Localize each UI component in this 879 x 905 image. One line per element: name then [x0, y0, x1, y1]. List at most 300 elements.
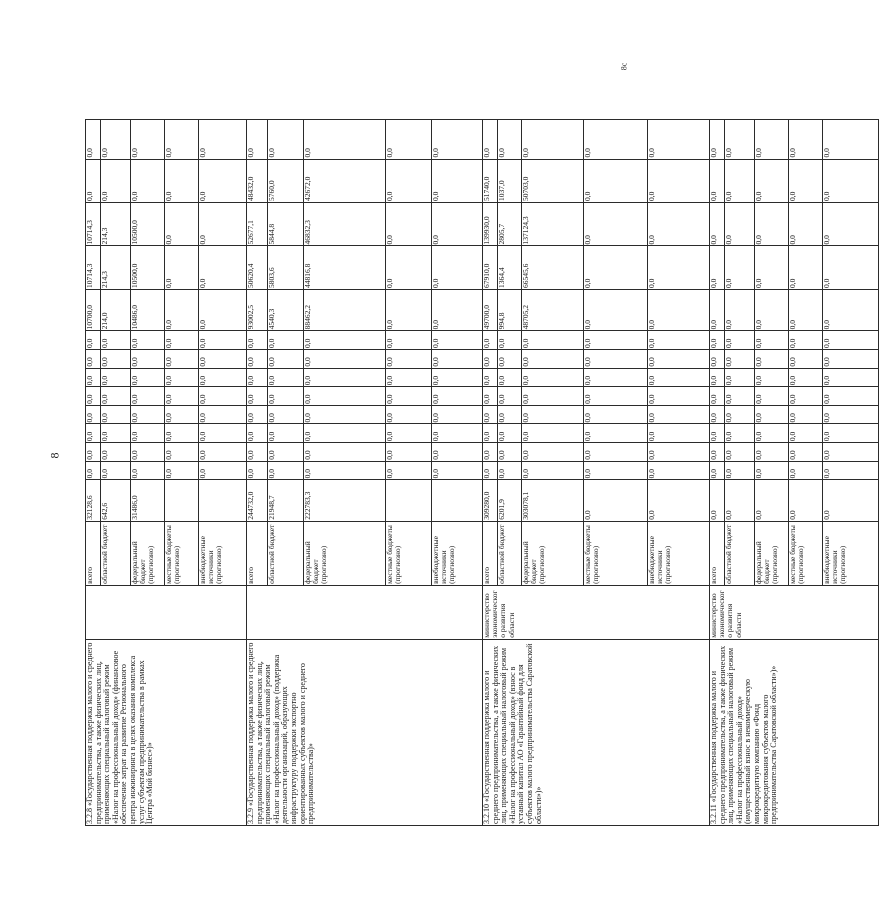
- value-cell: 0,0: [498, 331, 522, 350]
- value-cell: 0,0: [483, 424, 498, 443]
- value-cell: 0,0: [131, 424, 165, 443]
- value-cell: 0,0: [725, 246, 755, 289]
- value-cell: 0,0: [432, 424, 483, 443]
- value-cell: 0,0: [755, 387, 789, 406]
- value-cell: 0,0: [710, 405, 725, 424]
- value-cell: 51740,0: [483, 159, 498, 202]
- value-cell: [165, 480, 199, 521]
- responsible-executor: министерство экономического развития области: [710, 585, 879, 639]
- value-cell: 0,0: [165, 405, 199, 424]
- value-cell: 10486,0: [131, 289, 165, 330]
- value-cell: 0,0: [86, 368, 101, 387]
- value-cell: 0,0: [131, 405, 165, 424]
- value-cell: 0,0: [165, 349, 199, 368]
- value-cell: 0,0: [710, 349, 725, 368]
- value-cell: 0,0: [268, 349, 304, 368]
- value-cell: 0,0: [199, 120, 247, 159]
- value-cell: 0,0: [789, 159, 823, 202]
- value-cell: 52677,1: [247, 203, 268, 246]
- value-cell: 0,0: [648, 120, 710, 159]
- value-cell: 0,0: [432, 368, 483, 387]
- value-cell: 0,0: [86, 461, 101, 480]
- value-cell: 0,0: [86, 387, 101, 406]
- value-cell: 0,0: [648, 349, 710, 368]
- value-cell: 0,0: [789, 387, 823, 406]
- value-cell: 0,0: [584, 368, 648, 387]
- page-number: 8: [47, 452, 62, 459]
- value-cell: 5760,0: [268, 159, 304, 202]
- value-cell: 139930,0: [483, 203, 498, 246]
- value-cell: 0,0: [86, 120, 101, 159]
- value-cell: 0,0: [432, 387, 483, 406]
- value-cell: 0,0: [725, 443, 755, 462]
- value-cell: 0,0: [247, 120, 268, 159]
- value-cell: 0,0: [823, 368, 879, 387]
- value-cell: 0,0: [386, 120, 432, 159]
- value-cell: 0,0: [386, 349, 432, 368]
- funding-source: внебюджетные источники (прогнозно): [648, 521, 710, 585]
- value-cell: 0,0: [789, 120, 823, 159]
- value-cell: 0,0: [755, 120, 789, 159]
- value-cell: 0,0: [386, 405, 432, 424]
- value-cell: [199, 480, 247, 521]
- value-cell: 0,0: [268, 405, 304, 424]
- value-cell: 0,0: [710, 424, 725, 443]
- value-cell: 46832,3: [304, 203, 386, 246]
- value-cell: 0,0: [823, 387, 879, 406]
- value-cell: 0,0: [584, 424, 648, 443]
- value-cell: 0,0: [268, 387, 304, 406]
- funding-source: всего: [247, 521, 268, 585]
- value-cell: 0,0: [789, 443, 823, 462]
- measure-name: 3.2.9 «Государственная поддержка малого и среднего предпринимательства, а также физических лиц, применяющих специальный налоговый режим «Налог на профессиональный доход» (поддержка деятельности организаций, образующих инфраструктуру поддержки экспортно ориентированных субъектов малого и среднего предпринимательства)»: [247, 639, 483, 825]
- value-cell: 31486,0: [131, 480, 165, 521]
- value-cell: 88462,2: [304, 289, 386, 330]
- value-cell: 0,0: [710, 480, 725, 521]
- value-cell: 0,0: [483, 387, 498, 406]
- value-cell: 0,0: [755, 331, 789, 350]
- table-row: [483, 87, 498, 826]
- value-cell: 0,0: [725, 159, 755, 202]
- value-cell: 0,0: [268, 424, 304, 443]
- value-cell: 0,0: [725, 120, 755, 159]
- value-cell: 0,0: [268, 461, 304, 480]
- value-cell: 0,0: [789, 461, 823, 480]
- value-cell: 0,0: [725, 405, 755, 424]
- value-cell: 0,0: [86, 424, 101, 443]
- value-cell: 0,0: [165, 120, 199, 159]
- value-cell: 67910,0: [483, 246, 498, 289]
- value-cell: 0,0: [199, 424, 247, 443]
- value-cell: 0,0: [725, 461, 755, 480]
- value-cell: 0,0: [755, 203, 789, 246]
- value-cell: 0,0: [648, 480, 710, 521]
- value-cell: 0,0: [710, 289, 725, 330]
- value-cell: 0,0: [584, 289, 648, 330]
- value-cell: 0,0: [432, 159, 483, 202]
- value-cell: 0,0: [386, 387, 432, 406]
- value-cell: 0,0: [199, 159, 247, 202]
- funding-source: федеральный бюджет (прогнозно): [131, 521, 165, 585]
- value-cell: 0,0: [101, 387, 131, 406]
- value-cell: 0,0: [432, 443, 483, 462]
- value-cell: 0,0: [304, 461, 386, 480]
- value-cell: 0,0: [789, 246, 823, 289]
- value-cell: 0,0: [710, 331, 725, 350]
- value-cell: 0,0: [522, 387, 584, 406]
- value-cell: 0,0: [483, 349, 498, 368]
- value-cell: 44816,8: [304, 246, 386, 289]
- value-cell: 0,0: [165, 387, 199, 406]
- value-cell: 0,0: [789, 331, 823, 350]
- value-cell: 0,0: [483, 443, 498, 462]
- funding-source: федеральный бюджет (прогнозно): [755, 521, 789, 585]
- funding-source: областной бюджет: [725, 521, 755, 585]
- value-cell: 0,0: [498, 387, 522, 406]
- value-cell: 0,0: [131, 331, 165, 350]
- funding-source: федеральный бюджет (прогнозно): [522, 521, 584, 585]
- value-cell: 0,0: [755, 480, 789, 521]
- value-cell: 0,0: [789, 203, 823, 246]
- value-cell: 0,0: [584, 159, 648, 202]
- value-cell: [386, 480, 432, 521]
- value-cell: 0,0: [710, 387, 725, 406]
- value-cell: 0,0: [648, 331, 710, 350]
- value-cell: 0,0: [498, 424, 522, 443]
- value-cell: 0,0: [725, 349, 755, 368]
- value-cell: 0,0: [432, 405, 483, 424]
- value-cell: 0,0: [710, 461, 725, 480]
- value-cell: 0,0: [522, 461, 584, 480]
- rotated-table-container: [85, 86, 848, 826]
- value-cell: 0,0: [199, 405, 247, 424]
- funding-source: всего: [710, 521, 725, 585]
- value-cell: 0,0: [584, 405, 648, 424]
- value-cell: 0,0: [386, 203, 432, 246]
- funding-source: местные бюджеты (прогнозно): [386, 521, 432, 585]
- corner-mark: 8с: [619, 62, 629, 71]
- value-cell: 93002,5: [247, 289, 268, 330]
- value-cell: 222783,3: [304, 480, 386, 521]
- value-cell: 0,0: [199, 331, 247, 350]
- value-cell: 0,0: [304, 443, 386, 462]
- value-cell: 0,0: [268, 120, 304, 159]
- value-cell: [432, 480, 483, 521]
- funding-source: внебюджетные источники (прогнозно): [199, 521, 247, 585]
- value-cell: 0,0: [522, 424, 584, 443]
- value-cell: 50703,0: [522, 159, 584, 202]
- value-cell: 5803,6: [268, 246, 304, 289]
- value-cell: 0,0: [648, 405, 710, 424]
- value-cell: 0,0: [432, 203, 483, 246]
- value-cell: 0,0: [522, 349, 584, 368]
- value-cell: 0,0: [101, 120, 131, 159]
- value-cell: 0,0: [165, 203, 199, 246]
- value-cell: 309280,0: [483, 480, 498, 521]
- value-cell: 0,0: [823, 120, 879, 159]
- value-cell: 0,0: [101, 443, 131, 462]
- table-row: [710, 87, 725, 826]
- value-cell: 21948,7: [268, 480, 304, 521]
- value-cell: 6201,9: [498, 480, 522, 521]
- value-cell: 0,0: [247, 424, 268, 443]
- value-cell: 0,0: [386, 368, 432, 387]
- funding-source: всего: [86, 521, 101, 585]
- value-cell: 0,0: [648, 246, 710, 289]
- value-cell: 0,0: [648, 203, 710, 246]
- value-cell: 0,0: [755, 246, 789, 289]
- value-cell: 0,0: [86, 159, 101, 202]
- value-cell: 0,0: [86, 405, 101, 424]
- value-cell: 0,0: [101, 159, 131, 202]
- value-cell: 0,0: [199, 349, 247, 368]
- value-cell: 0,0: [498, 443, 522, 462]
- value-cell: 0,0: [725, 424, 755, 443]
- value-cell: 0,0: [498, 368, 522, 387]
- value-cell: 0,0: [165, 246, 199, 289]
- funding-source: областной бюджет: [498, 521, 522, 585]
- value-cell: 0,0: [199, 289, 247, 330]
- value-cell: 0,0: [498, 461, 522, 480]
- value-cell: 0,0: [648, 159, 710, 202]
- value-cell: 48432,0: [247, 159, 268, 202]
- value-cell: 0,0: [789, 424, 823, 443]
- value-cell: 0,0: [710, 120, 725, 159]
- value-cell: 0,0: [755, 461, 789, 480]
- value-cell: 0,0: [823, 331, 879, 350]
- value-cell: 10714,3: [86, 203, 101, 246]
- value-cell: 0,0: [131, 349, 165, 368]
- funding-source: местные бюджеты (прогнозно): [165, 521, 199, 585]
- table-row: [86, 87, 101, 826]
- value-cell: 0,0: [386, 159, 432, 202]
- value-cell: 0,0: [584, 331, 648, 350]
- value-cell: 0,0: [755, 159, 789, 202]
- value-cell: 0,0: [710, 443, 725, 462]
- value-cell: 0,0: [432, 349, 483, 368]
- value-cell: 32128,6: [86, 480, 101, 521]
- value-cell: 0,0: [710, 368, 725, 387]
- responsible-executor: [247, 585, 483, 639]
- value-cell: 0,0: [648, 289, 710, 330]
- value-cell: 0,0: [304, 368, 386, 387]
- value-cell: 0,0: [247, 331, 268, 350]
- value-cell: 0,0: [304, 331, 386, 350]
- value-cell: 0,0: [432, 289, 483, 330]
- value-cell: 0,0: [823, 159, 879, 202]
- value-cell: 0,0: [522, 405, 584, 424]
- value-cell: 50620,4: [247, 246, 268, 289]
- value-cell: 0,0: [725, 387, 755, 406]
- value-cell: 0,0: [823, 203, 879, 246]
- value-cell: 48705,2: [522, 289, 584, 330]
- value-cell: 994,8: [498, 289, 522, 330]
- value-cell: 0,0: [789, 405, 823, 424]
- value-cell: 0,0: [789, 480, 823, 521]
- value-cell: 0,0: [247, 349, 268, 368]
- value-cell: 10500,0: [131, 246, 165, 289]
- value-cell: 0,0: [755, 424, 789, 443]
- value-cell: 0,0: [247, 368, 268, 387]
- value-cell: 10714,3: [86, 246, 101, 289]
- value-cell: 642,6: [101, 480, 131, 521]
- value-cell: 0,0: [247, 443, 268, 462]
- value-cell: 0,0: [584, 349, 648, 368]
- funding-source: всего: [483, 521, 498, 585]
- value-cell: 0,0: [268, 443, 304, 462]
- value-cell: 0,0: [483, 331, 498, 350]
- value-cell: 0,0: [386, 443, 432, 462]
- value-cell: 0,0: [131, 368, 165, 387]
- value-cell: 0,0: [131, 120, 165, 159]
- value-cell: 0,0: [131, 443, 165, 462]
- value-cell: 0,0: [101, 405, 131, 424]
- value-cell: 0,0: [304, 349, 386, 368]
- value-cell: 0,0: [648, 424, 710, 443]
- value-cell: 0,0: [823, 424, 879, 443]
- value-cell: 42672,0: [304, 159, 386, 202]
- value-cell: 0,0: [725, 331, 755, 350]
- value-cell: 0,0: [268, 331, 304, 350]
- value-cell: 0,0: [584, 461, 648, 480]
- value-cell: 214,3: [101, 246, 131, 289]
- value-cell: 0,0: [304, 424, 386, 443]
- value-cell: 214,0: [101, 289, 131, 330]
- value-cell: 0,0: [710, 246, 725, 289]
- value-cell: 0,0: [710, 159, 725, 202]
- value-cell: 0,0: [823, 443, 879, 462]
- value-cell: 0,0: [725, 368, 755, 387]
- value-cell: 0,0: [755, 349, 789, 368]
- value-cell: 0,0: [584, 203, 648, 246]
- value-cell: 214,3: [101, 203, 131, 246]
- responsible-executor: министерство экономического развития области: [483, 585, 710, 639]
- value-cell: 5844,8: [268, 203, 304, 246]
- value-cell: 0,0: [522, 368, 584, 387]
- value-cell: 0,0: [755, 443, 789, 462]
- value-cell: 0,0: [823, 461, 879, 480]
- value-cell: 0,0: [304, 120, 386, 159]
- table-row: [247, 87, 268, 826]
- value-cell: 0,0: [165, 424, 199, 443]
- value-cell: 0,0: [498, 405, 522, 424]
- measure-name: 3.2.11 «Государственная поддержка малого и среднего предпринимательства, а также физических лиц, применяющих специальный налоговый режим «Налог на профессиональный доход» (имущественный взнос в некоммерческую микрокредитную компанию «Фонд микрокредитования субъектов малого предпринимательства Саратовской области»)»: [710, 639, 879, 825]
- value-cell: 0,0: [648, 387, 710, 406]
- value-cell: 0,0: [101, 461, 131, 480]
- value-cell: 0,0: [584, 387, 648, 406]
- value-cell: 0,0: [165, 289, 199, 330]
- value-cell: 0,0: [86, 331, 101, 350]
- value-cell: 0,0: [386, 461, 432, 480]
- value-cell: 0,0: [725, 289, 755, 330]
- value-cell: 0,0: [86, 349, 101, 368]
- value-cell: 0,0: [483, 405, 498, 424]
- value-cell: 0,0: [101, 424, 131, 443]
- value-cell: 0,0: [199, 443, 247, 462]
- value-cell: 0,0: [432, 461, 483, 480]
- value-cell: 0,0: [584, 120, 648, 159]
- value-cell: 0,0: [648, 368, 710, 387]
- value-cell: 0,0: [165, 443, 199, 462]
- value-cell: 244732,0: [247, 480, 268, 521]
- value-cell: 0,0: [199, 387, 247, 406]
- value-cell: 0,0: [710, 203, 725, 246]
- value-cell: 0,0: [483, 120, 498, 159]
- value-cell: 0,0: [823, 246, 879, 289]
- value-cell: 0,0: [386, 289, 432, 330]
- value-cell: 0,0: [789, 368, 823, 387]
- value-cell: 0,0: [131, 159, 165, 202]
- value-cell: 0,0: [725, 203, 755, 246]
- value-cell: 0,0: [386, 331, 432, 350]
- value-cell: 0,0: [199, 203, 247, 246]
- value-cell: 0,0: [199, 368, 247, 387]
- value-cell: 0,0: [101, 368, 131, 387]
- value-cell: 0,0: [584, 246, 648, 289]
- value-cell: 0,0: [247, 387, 268, 406]
- funding-source: местные бюджеты (прогнозно): [789, 521, 823, 585]
- measure-name: 3.2.8 «Государственная поддержка малого и среднего предпринимательства, а также физических лиц, применяющих специальный налоговый режим «Налог на профессиональный доход» (финансовое обеспечение затрат на развитие Регионального центра инжиниринга в целях оказания комплекса услуг субъектам предпринимательства в рамках Центра «Мой бизнес»)»: [86, 639, 247, 825]
- funding-source: областной бюджет: [101, 521, 131, 585]
- value-cell: 0,0: [823, 480, 879, 521]
- value-cell: 0,0: [165, 331, 199, 350]
- value-cell: 0,0: [725, 480, 755, 521]
- value-cell: 0,0: [247, 405, 268, 424]
- value-cell: 1364,4: [498, 246, 522, 289]
- value-cell: 303078,1: [522, 480, 584, 521]
- value-cell: 0,0: [131, 387, 165, 406]
- value-cell: 0,0: [648, 461, 710, 480]
- value-cell: 0,0: [304, 387, 386, 406]
- value-cell: 0,0: [131, 461, 165, 480]
- value-cell: 0,0: [755, 368, 789, 387]
- value-cell: 0,0: [432, 246, 483, 289]
- budget-table: [85, 86, 879, 826]
- value-cell: 0,0: [789, 289, 823, 330]
- funding-source: областной бюджет: [268, 521, 304, 585]
- value-cell: 0,0: [648, 443, 710, 462]
- value-cell: 0,0: [432, 331, 483, 350]
- funding-source: внебюджетные источники (прогнозно): [432, 521, 483, 585]
- value-cell: 0,0: [522, 443, 584, 462]
- value-cell: 0,0: [165, 159, 199, 202]
- value-cell: 137124,3: [522, 203, 584, 246]
- value-cell: 0,0: [165, 461, 199, 480]
- value-cell: 0,0: [522, 331, 584, 350]
- value-cell: 0,0: [823, 289, 879, 330]
- value-cell: 0,0: [199, 461, 247, 480]
- value-cell: 0,0: [483, 461, 498, 480]
- value-cell: 0,0: [432, 120, 483, 159]
- value-cell: 10700,0: [86, 289, 101, 330]
- value-cell: 0,0: [386, 424, 432, 443]
- value-cell: 0,0: [304, 405, 386, 424]
- value-cell: 0,0: [386, 246, 432, 289]
- value-cell: 0,0: [268, 368, 304, 387]
- value-cell: 0,0: [823, 349, 879, 368]
- value-cell: 0,0: [483, 368, 498, 387]
- value-cell: 0,0: [498, 349, 522, 368]
- value-cell: 0,0: [823, 405, 879, 424]
- value-cell: 0,0: [584, 480, 648, 521]
- value-cell: 0,0: [101, 349, 131, 368]
- value-cell: 0,0: [247, 461, 268, 480]
- value-cell: 0,0: [498, 120, 522, 159]
- responsible-executor: [86, 585, 247, 639]
- value-cell: 2805,7: [498, 203, 522, 246]
- funding-source: федеральный бюджет (прогнозно): [304, 521, 386, 585]
- value-cell: 0,0: [165, 368, 199, 387]
